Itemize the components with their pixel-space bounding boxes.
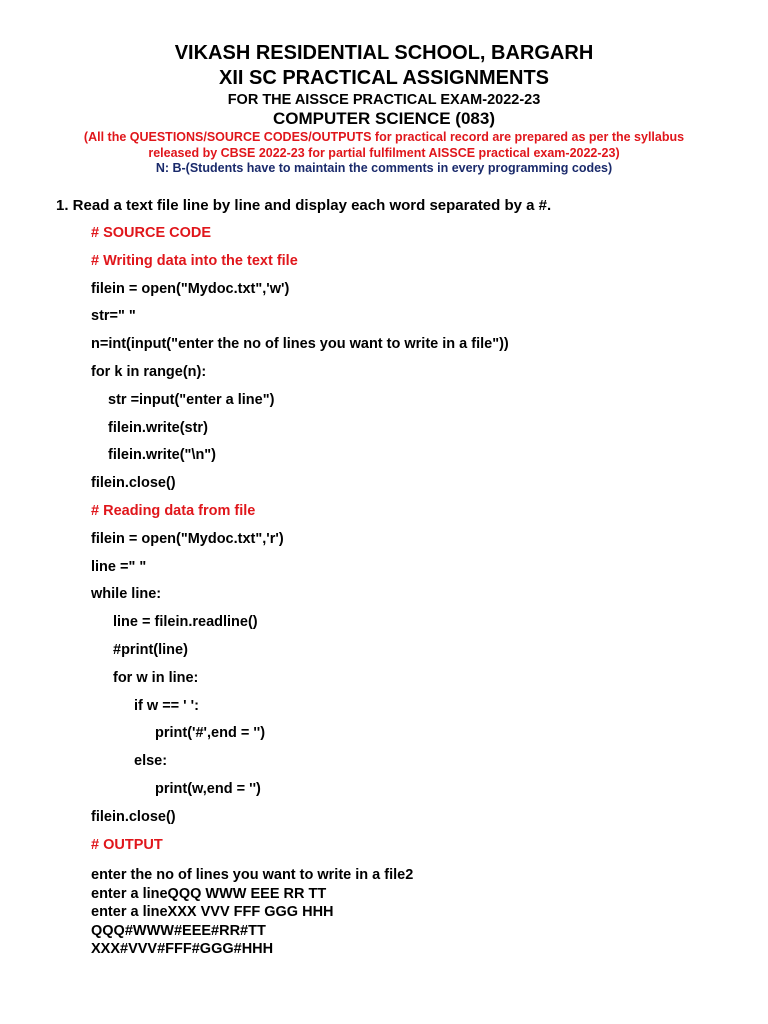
code-line: for w in line:: [113, 669, 199, 686]
program-output: [91, 866, 413, 959]
code-line: str =input("enter a line"): [108, 391, 275, 408]
output-line: QQQ#WWW#EEE#RR#TT: [91, 922, 266, 939]
output-line: XXX#VVV#FFF#GGG#HHH: [91, 941, 274, 957]
school-name: VIKASH RESIDENTIAL SCHOOL, BARGARH: [174, 42, 594, 64]
comment-note: N: B-(Students have to maintain the comments in every programming codes): [155, 161, 613, 175]
code-line: while line:: [91, 586, 162, 603]
exam-title: FOR THE AISSCE PRACTICAL EXAM-2022-23: [227, 92, 541, 108]
code-line: if w == ' ':: [134, 697, 199, 714]
output-line: enter a lineXXX VVV FFF GGG HHH: [91, 904, 334, 920]
code-line: filein.close(): [91, 808, 176, 825]
subject-title: COMPUTER SCIENCE (083): [273, 109, 495, 128]
syllabus-note-line1: (All the QUESTIONS/SOURCE CODES/OUTPUTS for practical record are prepared as per the syllabus: [83, 130, 685, 144]
output-line: enter a lineQQQ WWW EEE RR TT: [91, 885, 327, 902]
code-line: filein.write(str): [108, 419, 208, 436]
code-line: line =" ": [91, 558, 147, 575]
code-line: filein.write("\n"): [108, 447, 216, 464]
code-line: for k in range(n):: [91, 364, 207, 380]
code-comment-line: # Writing data into the text file: [91, 252, 298, 269]
code-line: filein.close(): [91, 475, 176, 492]
code-line: #print(line): [113, 642, 188, 658]
code-comment-line: # Reading data from file: [91, 503, 256, 519]
code-line: str=" ": [91, 308, 136, 325]
question-text: 1. Read a text file line by line and display each word separated by a #.: [56, 197, 552, 214]
code-line: filein = open("Mydoc.txt",'w'): [91, 280, 290, 297]
code-line: print('#',end = ''): [155, 725, 266, 742]
code-comment-line: # OUTPUT: [91, 836, 163, 853]
code-line: filein = open("Mydoc.txt",'r'): [91, 530, 284, 547]
code-line: else:: [134, 753, 168, 770]
output-line: enter the no of lines you want to write in a file2: [91, 867, 414, 883]
code-line: line = filein.readline(): [113, 614, 258, 631]
syllabus-note-line2: released by CBSE 2022-23 for partial fulfilment AISSCE practical exam-2022-23): [148, 146, 620, 160]
class-title: XII SC PRACTICAL ASSIGNMENTS: [218, 67, 550, 89]
code-line: n=int(input("enter the no of lines you want to write in a file")): [91, 336, 509, 353]
code-line: print(w,end = ''): [155, 781, 261, 797]
code-comment-line: # SOURCE CODE: [91, 225, 212, 241]
